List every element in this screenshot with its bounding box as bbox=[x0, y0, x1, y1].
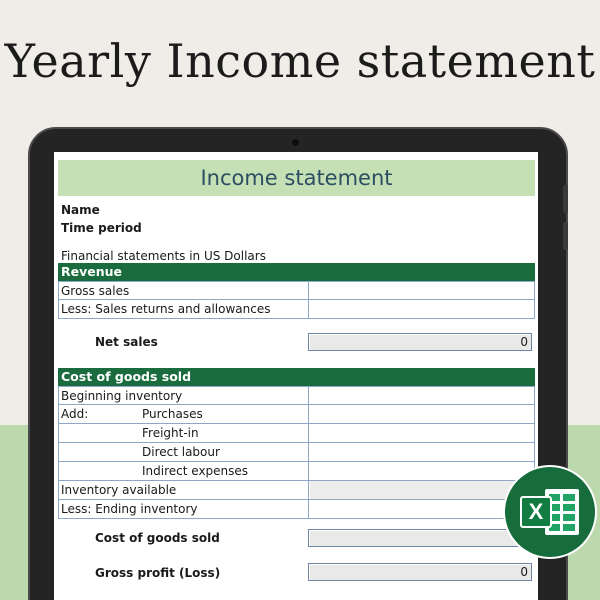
table-row[interactable] bbox=[58, 386, 535, 405]
excel-icon bbox=[505, 467, 595, 557]
sheet-title: Income statement bbox=[58, 160, 535, 196]
tablet-side-button bbox=[563, 185, 568, 213]
inventory-available-value[interactable] bbox=[310, 481, 534, 499]
revenue-section-header[interactable]: Revenue bbox=[58, 263, 535, 281]
excel-letter: X bbox=[528, 499, 544, 524]
row-label-gross-sales: Gross sales bbox=[59, 282, 309, 299]
table-row[interactable] bbox=[58, 481, 535, 500]
row-label-direct-labour: Direct labour bbox=[142, 445, 220, 459]
gross-profit-label: Gross profit (Loss) bbox=[95, 566, 221, 580]
sales-returns-input[interactable] bbox=[310, 300, 534, 318]
cogs-total-label: Cost of goods sold bbox=[95, 531, 220, 545]
tablet-side-button bbox=[563, 222, 568, 250]
tablet-camera bbox=[292, 139, 299, 146]
table-row[interactable] bbox=[58, 281, 535, 300]
time-period-label[interactable]: Time period bbox=[61, 221, 142, 235]
row-label-beginning-inventory: Beginning inventory bbox=[59, 387, 309, 404]
beginning-inventory-input[interactable] bbox=[310, 387, 534, 404]
currency-note: Financial statements in US Dollars bbox=[61, 249, 266, 263]
cogs-section-header[interactable]: Cost of goods sold bbox=[58, 368, 535, 386]
row-label-purchases: Purchases bbox=[142, 407, 203, 421]
table-row[interactable] bbox=[58, 424, 535, 443]
table-row[interactable] bbox=[58, 300, 535, 319]
row-label-inventory-available: Inventory available bbox=[59, 481, 309, 499]
freight-in-input[interactable] bbox=[310, 424, 534, 442]
table-row[interactable] bbox=[58, 500, 535, 519]
table-row[interactable] bbox=[58, 443, 535, 462]
net-sales-label: Net sales bbox=[95, 335, 158, 349]
purchases-input[interactable] bbox=[310, 405, 534, 423]
direct-labour-input[interactable] bbox=[310, 443, 534, 461]
net-sales-total[interactable]: 0 bbox=[308, 333, 532, 351]
gross-sales-input[interactable] bbox=[310, 282, 534, 299]
page-headline: Yearly Income statement bbox=[4, 34, 596, 88]
row-label-freight-in: Freight-in bbox=[142, 426, 199, 440]
row-label-sales-returns: Less: Sales returns and allowances bbox=[59, 300, 309, 318]
cogs-total[interactable] bbox=[308, 529, 532, 547]
table-row[interactable] bbox=[58, 405, 535, 424]
indirect-expenses-input[interactable] bbox=[310, 462, 534, 480]
row-label-add: Add: bbox=[59, 405, 309, 423]
name-label[interactable]: Name bbox=[61, 203, 100, 217]
ending-inventory-input[interactable] bbox=[310, 500, 534, 518]
gross-profit-total[interactable]: 0 bbox=[308, 563, 532, 581]
row-label-ending-inventory: Less: Ending inventory bbox=[59, 500, 309, 518]
table-row[interactable] bbox=[58, 462, 535, 481]
row-label-indirect-expenses: Indirect expenses bbox=[142, 464, 249, 478]
spreadsheet-screen bbox=[54, 152, 538, 600]
